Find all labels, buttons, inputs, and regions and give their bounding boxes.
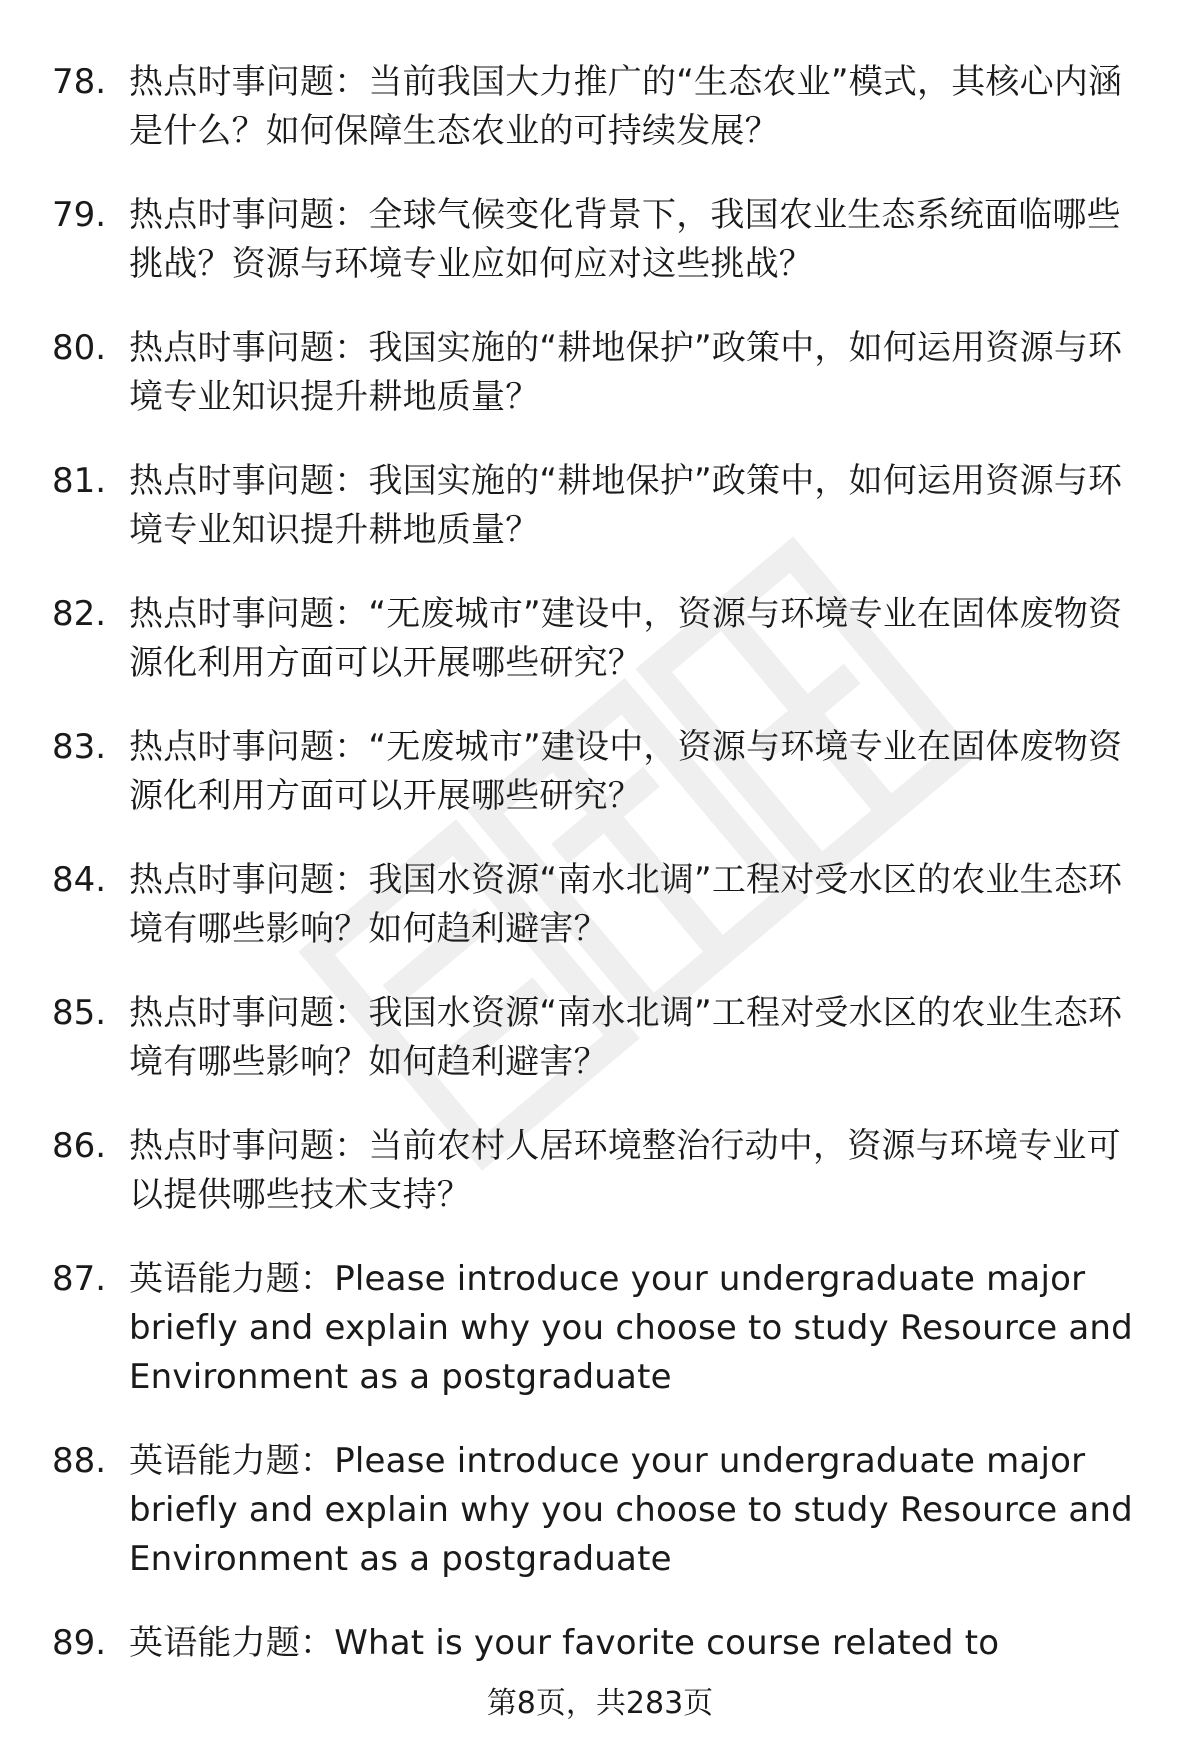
question-item [52,191,1152,289]
question-text: 英语能力题：What is your favorite course related to [129,1623,1000,1663]
question-item [52,324,1152,422]
question-number: 84. [52,860,107,900]
question-number: 78. [52,62,107,102]
question-item [52,1619,1152,1668]
question-number: 79. [52,195,107,235]
question-text: 热点时事问题：“无废城市”建设中，资源与环境专业在固体废物资源化利用方面可以开展哪些研究？ [129,727,1123,816]
question-item [52,1255,1152,1402]
question-number: 87. [52,1259,107,1299]
question-item [52,989,1152,1087]
question-item [52,457,1152,555]
question-number: 82. [52,594,107,634]
question-text: 热点时事问题：当前我国大力推广的“生态农业”模式，其核心内涵是什么？如何保障生态农业的可持续发展？ [129,62,1123,151]
question-number: 89. [52,1623,107,1663]
question-number: 83. [52,727,107,767]
question-item [52,1437,1152,1584]
question-text: 热点时事问题：全球气候变化背景下，我国农业生态系统面临哪些挑战？资源与环境专业应如何应对这些挑战？ [129,195,1121,284]
question-number: 88. [52,1441,107,1481]
question-text: 热点时事问题：我国水资源“南水北调”工程对受水区的农业生态环境有哪些影响？如何趋利避害？ [129,993,1123,1082]
question-text: 英语能力题：Please introduce your undergraduate major briefly and explain why you choose to study Resource and Environment as a postgraduate [129,1441,1133,1579]
question-text: 热点时事问题：我国水资源“南水北调”工程对受水区的农业生态环境有哪些影响？如何趋利避害？ [129,860,1123,949]
question-item [52,590,1152,688]
question-number: 85. [52,993,107,1033]
question-number: 86. [52,1126,107,1166]
question-item [52,58,1152,156]
question-item [52,1122,1152,1220]
question-item [52,723,1152,821]
question-text: 热点时事问题：我国实施的“耕地保护”政策中，如何运用资源与环境专业知识提升耕地质量？ [129,461,1123,550]
question-text: 热点时事问题：“无废城市”建设中，资源与环境专业在固体废物资源化利用方面可以开展哪些研究？ [129,594,1123,683]
question-text: 英语能力题：Please introduce your undergraduate major briefly and explain why you choose to study Resource and Environment as a postgraduate [129,1259,1133,1397]
question-number: 81. [52,461,107,501]
question-number: 80. [52,328,107,368]
question-text: 热点时事问题：当前农村人居环境整治行动中，资源与环境专业可以提供哪些技术支持？ [129,1126,1121,1215]
question-text: 热点时事问题：我国实施的“耕地保护”政策中，如何运用资源与环境专业知识提升耕地质量？ [129,328,1123,417]
question-item [52,856,1152,954]
page-footer: 第8页，共283页 [486,1686,714,1721]
question-list [52,58,1152,1703]
